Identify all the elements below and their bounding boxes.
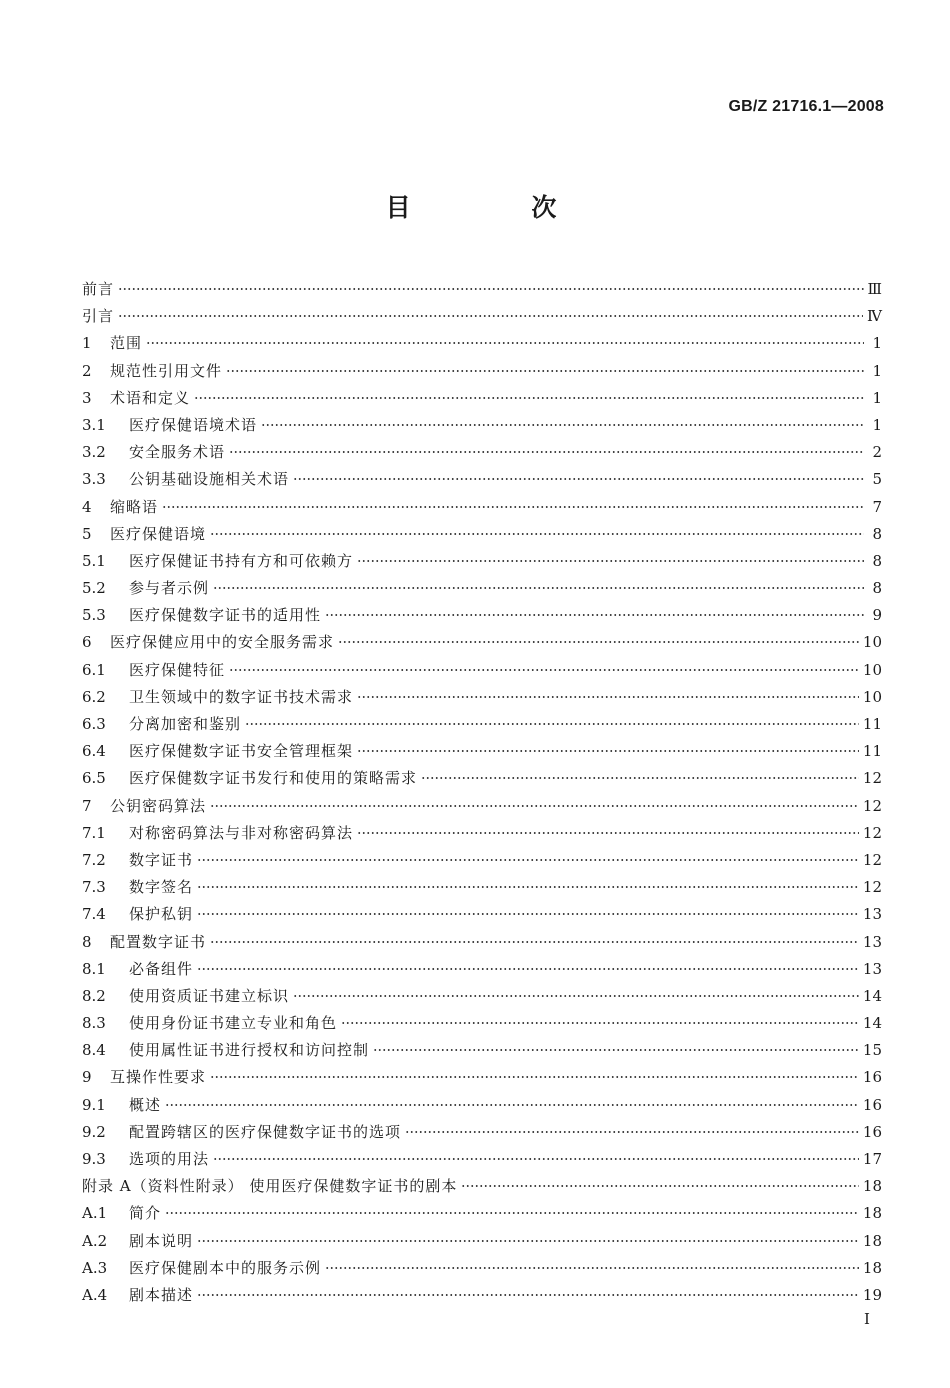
toc-entry-title: 医疗保健证书持有方和可依赖方	[129, 551, 354, 570]
toc-dot-leader	[210, 941, 859, 943]
toc-entry	[82, 439, 882, 466]
toc-dot-leader	[197, 1240, 859, 1242]
toc-entry-title: 剧本描述	[129, 1285, 194, 1304]
toc-entry-title: 医疗保健语境术语	[129, 415, 258, 434]
toc-dot-leader	[338, 641, 859, 643]
toc-dot-leader	[405, 1131, 859, 1133]
toc-dot-leader	[421, 777, 859, 779]
toc-dot-leader	[213, 1158, 859, 1160]
toc-entry-page: Ⅳ	[867, 307, 882, 326]
toc-entry	[82, 711, 882, 738]
toc-dot-leader	[210, 533, 864, 535]
toc-entry	[82, 521, 882, 548]
toc-entry-number: 5.3	[82, 606, 106, 625]
toc-entry-page: 16	[862, 1068, 882, 1087]
toc-dot-leader	[461, 1185, 859, 1187]
toc-entry-title: 医疗保健数字证书安全管理框架	[129, 742, 354, 761]
toc-entry-title: 安全服务术语	[129, 443, 226, 462]
toc-entry	[82, 1255, 882, 1282]
toc-entry-title: 使用资质证书建立标识	[129, 986, 290, 1005]
toc-entry	[82, 629, 882, 656]
toc-entry-page: 11	[862, 715, 882, 733]
toc-entry	[82, 901, 882, 928]
toc-entry-title: 使用身份证书建立专业和角色	[129, 1014, 338, 1033]
toc-dot-leader	[373, 1049, 859, 1051]
toc-entry	[82, 358, 882, 385]
toc-entry	[82, 929, 882, 956]
toc-dot-leader	[197, 886, 859, 888]
toc-dot-leader	[197, 1294, 859, 1296]
toc-entry-page: 14	[862, 1014, 882, 1033]
table-of-contents	[82, 276, 882, 1309]
toc-dot-leader	[194, 397, 864, 399]
toc-entry-title: 医疗保健语境	[110, 524, 207, 543]
toc-entry-page: 13	[862, 905, 882, 924]
toc-entry-number: 7.2	[82, 850, 106, 869]
toc-entry-number: 6.1	[82, 660, 106, 679]
toc-entry-number: 5.1	[82, 551, 106, 570]
toc-entry	[82, 1064, 882, 1091]
toc-entry-title: 简介	[129, 1204, 162, 1223]
toc-entry	[82, 276, 882, 303]
toc-entry-page: 12	[862, 878, 882, 897]
toc-entry-number: 1	[82, 334, 92, 353]
toc-entry-number: A.2	[82, 1231, 108, 1250]
toc-entry-number: 3.2	[82, 443, 106, 462]
toc-entry	[82, 738, 882, 765]
toc-entry	[82, 1037, 882, 1064]
toc-entry-number: 5	[82, 524, 92, 543]
toc-dot-leader	[341, 1022, 859, 1024]
toc-entry-title: 术语和定义	[110, 388, 191, 407]
toc-entry	[82, 765, 882, 792]
toc-entry	[82, 412, 882, 439]
toc-entry-title: 前言	[82, 280, 115, 298]
toc-entry-number: 7.1	[82, 823, 106, 842]
toc-entry-page: 5	[872, 470, 882, 489]
toc-dot-leader	[165, 1104, 859, 1106]
toc-entry-number: 7.3	[82, 878, 106, 897]
toc-entry	[82, 1282, 882, 1309]
toc-entry-title: 医疗保健数字证书发行和使用的策略需求	[129, 769, 418, 788]
toc-entry-title: 范围	[110, 334, 143, 353]
standard-code: GB/Z 21716.1—2008	[728, 98, 884, 115]
toc-entry	[82, 385, 882, 412]
toc-entry-title: 引言	[82, 307, 115, 326]
toc-entry-page: 12	[862, 796, 882, 815]
toc-entry-number: 8.4	[82, 1041, 106, 1060]
toc-entry	[82, 1146, 882, 1173]
toc-entry-page: 13	[862, 959, 882, 978]
toc-entry-number: 6.2	[82, 687, 106, 706]
page-number: Ⅰ	[864, 1310, 870, 1328]
toc-entry-page: 10	[862, 633, 882, 652]
toc-entry-page: 11	[862, 742, 882, 761]
toc-entry-page: 18	[862, 1204, 882, 1223]
toc-entry-title: 配置跨辖区的医疗保健数字证书的选项	[129, 1122, 402, 1141]
toc-entry	[82, 684, 882, 711]
toc-entry	[82, 466, 882, 493]
toc-entry-title: 分离加密和鉴别	[129, 715, 242, 733]
toc-entry	[82, 793, 882, 820]
toc-entry-number: A.1	[82, 1204, 108, 1223]
toc-entry-title: 公钥密码算法	[110, 796, 207, 815]
toc-entry-page: 16	[862, 1122, 882, 1141]
toc-entry-page: 8	[872, 524, 882, 543]
toc-entry-title: 规范性引用文件	[110, 361, 223, 380]
toc-dot-leader	[226, 370, 864, 372]
toc-entry-number: 9.2	[82, 1122, 106, 1141]
toc-dot-leader	[229, 669, 859, 671]
toc-entry	[82, 983, 882, 1010]
page-title: 目 次	[385, 193, 613, 222]
toc-entry-title: 卫生领域中的数字证书技术需求	[129, 687, 354, 706]
toc-entry-title: 使用属性证书进行授权和访问控制	[129, 1041, 370, 1060]
toc-entry-title: 保护私钥	[129, 905, 194, 924]
toc-entry-page: 1	[872, 415, 882, 434]
toc-entry-page: 10	[862, 687, 882, 706]
toc-entry-page: 13	[862, 932, 882, 951]
toc-entry-page: 19	[862, 1285, 882, 1304]
toc-entry	[82, 1173, 882, 1200]
toc-entry-title: 参与者示例	[129, 579, 210, 598]
toc-dot-leader	[357, 560, 864, 562]
toc-entry-number: 5.2	[82, 579, 106, 598]
toc-entry-page: 1	[872, 361, 882, 380]
toc-entry-number: 6	[82, 633, 92, 652]
toc-entry-number: 3.1	[82, 415, 106, 434]
toc-dot-leader	[245, 723, 859, 725]
toc-entry	[82, 303, 882, 330]
toc-entry-title: 医疗保健剧本中的服务示例	[129, 1258, 322, 1277]
toc-entry	[82, 847, 882, 874]
toc-dot-leader	[118, 315, 863, 317]
toc-entry-number: 8	[82, 932, 92, 951]
toc-dot-leader	[325, 614, 864, 616]
toc-dot-leader	[213, 587, 864, 589]
toc-entry-page: 17	[862, 1150, 882, 1168]
toc-entry-title: 医疗保健特征	[129, 660, 226, 679]
toc-entry-page: 12	[862, 823, 882, 842]
toc-dot-leader	[165, 1212, 859, 1214]
toc-dot-leader	[162, 506, 864, 508]
toc-entry-title: 缩略语	[110, 497, 159, 516]
toc-entry	[82, 956, 882, 983]
toc-entry-number: 7	[82, 796, 92, 815]
toc-entry-title: 数字签名	[129, 878, 194, 897]
toc-entry	[82, 874, 882, 901]
toc-dot-leader	[210, 805, 859, 807]
toc-entry-page: 8	[872, 579, 882, 598]
toc-entry-title: 数字证书	[129, 850, 194, 869]
toc-entry-number: 3.3	[82, 470, 106, 489]
toc-dot-leader	[325, 1267, 859, 1269]
toc-entry-title: 选项的用法	[129, 1150, 210, 1168]
toc-entry-page: 1	[872, 334, 882, 353]
toc-entry-page: 15	[862, 1041, 882, 1060]
toc-entry-number: 6.3	[82, 715, 106, 733]
toc-entry-page: 12	[862, 769, 882, 788]
toc-entry	[82, 1092, 882, 1119]
toc-entry-title: 剧本说明	[129, 1231, 194, 1250]
toc-dot-leader	[357, 750, 859, 752]
toc-dot-leader	[261, 424, 864, 426]
toc-entry-number: 4	[82, 497, 92, 516]
toc-dot-leader	[210, 1076, 859, 1078]
toc-entry	[82, 494, 882, 521]
toc-entry-number: 9.3	[82, 1150, 106, 1168]
toc-entry-title: 对称密码算法与非对称密码算法	[129, 823, 354, 842]
toc-entry-number: A.3	[82, 1258, 108, 1277]
toc-entry	[82, 1010, 882, 1037]
toc-dot-leader	[357, 696, 859, 698]
toc-entry-title: 互操作性要求	[110, 1068, 207, 1087]
toc-entry-page: 8	[872, 551, 882, 570]
toc-dot-leader	[197, 968, 859, 970]
toc-entry-number: 8.3	[82, 1014, 106, 1033]
toc-entry-page: 10	[862, 660, 882, 679]
toc-entry	[82, 1200, 882, 1227]
toc-entry	[82, 548, 882, 575]
toc-entry	[82, 657, 882, 684]
toc-entry-number: 9.1	[82, 1095, 106, 1114]
toc-entry-page: 9	[872, 606, 882, 625]
toc-entry-number: 2	[82, 361, 92, 380]
toc-dot-leader	[197, 859, 859, 861]
toc-entry-title: 配置数字证书	[110, 932, 207, 951]
toc-dot-leader	[357, 832, 859, 834]
toc-entry-page: 14	[862, 986, 882, 1005]
toc-entry-number: 8.1	[82, 959, 106, 978]
toc-entry-page: 7	[872, 497, 882, 516]
toc-entry	[82, 1228, 882, 1255]
toc-entry-title: 医疗保健应用中的安全服务需求	[110, 633, 335, 652]
toc-entry-number: 7.4	[82, 905, 106, 924]
toc-entry-number: 6.5	[82, 769, 106, 788]
toc-dot-leader	[293, 478, 864, 480]
toc-entry-title: 医疗保健数字证书的适用性	[129, 606, 322, 625]
toc-entry-number: 6.4	[82, 742, 106, 761]
toc-entry-page: 18	[862, 1258, 882, 1277]
toc-entry-page: 16	[862, 1095, 882, 1114]
toc-entry-title: 公钥基础设施相关术语	[129, 470, 290, 489]
toc-entry	[82, 1119, 882, 1146]
toc-dot-leader	[146, 342, 864, 344]
toc-entry-title: 附录 A（资料性附录） 使用医疗保健数字证书的剧本	[82, 1177, 458, 1196]
toc-dot-leader	[229, 451, 864, 453]
toc-entry	[82, 820, 882, 847]
toc-entry-title: 必备组件	[129, 959, 194, 978]
toc-entry-page: 12	[862, 850, 882, 869]
toc-entry-page: 18	[862, 1231, 882, 1250]
toc-entry-number: 8.2	[82, 986, 106, 1005]
toc-entry-number: 3	[82, 388, 92, 407]
toc-entry-page: 2	[872, 443, 882, 462]
toc-dot-leader	[197, 913, 859, 915]
toc-entry	[82, 330, 882, 357]
toc-dot-leader	[293, 995, 859, 997]
toc-entry-page: 18	[862, 1177, 882, 1196]
toc-entry-number: A.4	[82, 1285, 108, 1304]
toc-entry	[82, 602, 882, 629]
toc-entry-page: 1	[872, 388, 882, 407]
toc-dot-leader	[118, 288, 864, 290]
toc-entry	[82, 575, 882, 602]
toc-entry-page: Ⅲ	[867, 280, 882, 298]
toc-entry-title: 概述	[129, 1095, 162, 1114]
toc-entry-number: 9	[82, 1068, 92, 1087]
